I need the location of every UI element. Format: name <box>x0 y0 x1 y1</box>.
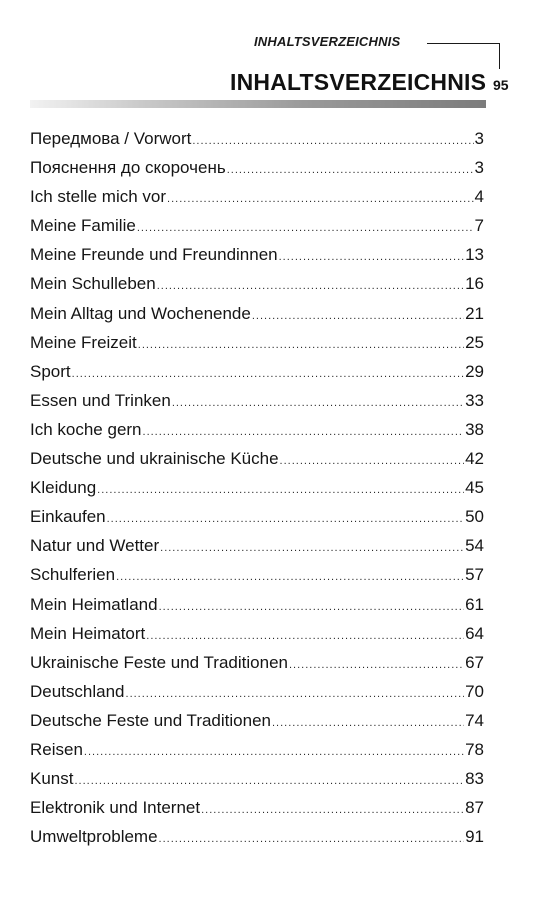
toc-dot-leader <box>84 738 464 767</box>
toc-entry <box>30 357 484 386</box>
toc-dot-leader <box>143 418 465 447</box>
toc-entry-page: 42 <box>465 449 484 469</box>
toc-entry <box>30 502 484 531</box>
toc-entry-page: 3 <box>474 129 484 148</box>
toc-entry-title: Meine Freunde und Freundinnen <box>30 245 278 265</box>
toc-dot-leader <box>280 447 465 476</box>
toc-entry-page: 54 <box>465 536 484 556</box>
running-header-rule-vertical <box>499 43 500 69</box>
toc-entry <box>30 328 484 357</box>
toc-entry <box>30 415 484 444</box>
toc-dot-leader <box>72 360 464 389</box>
toc-dot-leader <box>252 302 464 331</box>
toc-dot-leader <box>137 214 474 243</box>
toc-entry-page: 61 <box>465 594 484 614</box>
toc-entry <box>30 299 484 328</box>
toc-entry <box>30 182 484 211</box>
toc-entry <box>30 822 484 851</box>
toc-entry-title: Mein Schulleben <box>30 274 156 294</box>
toc-entry-title: Mein Heimatland <box>30 594 158 614</box>
toc-dot-leader <box>159 593 465 622</box>
running-header: INHALTSVERZEICHNIS <box>254 34 401 49</box>
toc-dot-leader <box>157 272 464 301</box>
toc-entry-title: Einkaufen <box>30 507 106 527</box>
toc-entry-title: Ukrainische Feste und Traditionen <box>30 652 288 672</box>
toc-entry-title: Elektronik und Internet <box>30 798 201 818</box>
page-number: 95 <box>493 77 509 93</box>
toc-entry-title: Mein Heimatort <box>30 623 146 643</box>
toc-entry <box>30 386 484 415</box>
toc-entry-title: Deutsche Feste und Traditionen <box>30 710 271 730</box>
toc-entry <box>30 531 484 560</box>
toc-entry <box>30 124 484 153</box>
toc-dot-leader <box>138 331 464 360</box>
toc-entry-title: Umweltprobleme <box>30 827 158 847</box>
toc-entry-title: Essen und Trinken <box>30 390 171 410</box>
toc-entry-page: 13 <box>465 245 484 265</box>
page-title: INHALTSVERZEICHNIS <box>230 69 487 95</box>
toc-dot-leader <box>116 563 464 592</box>
toc-entry <box>30 211 484 240</box>
toc-dot-leader <box>192 127 473 156</box>
toc-entry-page: 74 <box>465 710 484 730</box>
toc-entry-title: Natur und Wetter <box>30 536 160 556</box>
toc-entry-title: Ich stelle mich vor <box>30 187 167 207</box>
toc-dot-leader <box>126 680 465 709</box>
toc-entry-page: 3 <box>474 158 484 178</box>
toc-entry-title: Reisen <box>30 739 83 759</box>
toc-entry <box>30 560 484 589</box>
toc-entry <box>30 648 484 677</box>
toc-entry-title: Meine Familie <box>30 216 136 236</box>
toc-entry <box>30 706 484 735</box>
toc-entry-page: 38 <box>465 419 484 439</box>
title-underline-bar <box>30 100 486 108</box>
toc-entry <box>30 269 484 298</box>
toc-entry-page: 33 <box>465 390 484 410</box>
toc-entry <box>30 735 484 764</box>
running-header-rule <box>427 43 500 44</box>
toc-dot-leader <box>160 534 464 563</box>
toc-entry-title: Deutschland <box>30 681 125 701</box>
toc-entry-title: Kleidung <box>30 478 97 498</box>
toc-entry-page: 83 <box>465 769 484 789</box>
toc-entry-title: Mein Alltag und Wochenende <box>30 303 251 323</box>
toc-dot-leader <box>201 796 464 825</box>
toc-entry <box>30 764 484 793</box>
toc-entry <box>30 240 484 269</box>
toc-dot-leader <box>97 476 464 505</box>
toc-entry-page: 91 <box>465 827 484 847</box>
toc-entry <box>30 590 484 619</box>
toc-entry-page: 87 <box>465 798 484 818</box>
toc-entry-page: 45 <box>465 478 484 498</box>
toc-entry-title: Передмова / Vorwort <box>30 129 192 148</box>
toc-entry-page: 64 <box>465 623 484 643</box>
toc-dot-leader <box>227 156 474 185</box>
toc-entry-title: Schulferien <box>30 565 116 585</box>
toc-entry-page: 25 <box>465 332 484 352</box>
toc-entry-page: 4 <box>474 187 484 207</box>
toc-entry-page: 50 <box>465 507 484 527</box>
toc-entry-title: Kunst <box>30 769 74 789</box>
toc-dot-leader <box>146 622 464 651</box>
toc-entry <box>30 619 484 648</box>
toc-dot-leader <box>107 505 464 534</box>
toc-entry-page: 29 <box>465 361 484 381</box>
toc-entry-title: Пояснення до скорочень <box>30 158 226 178</box>
toc-entry-page: 7 <box>474 216 484 236</box>
toc-entry-title: Deutsche und ukrainische Küche <box>30 449 279 469</box>
toc-dot-leader <box>74 767 464 796</box>
toc-entry <box>30 793 484 822</box>
toc-entry-title: Ich koche gern <box>30 419 142 439</box>
toc-dot-leader <box>159 825 465 854</box>
toc-entry <box>30 473 484 502</box>
toc-entry-page: 16 <box>465 274 484 294</box>
toc-entry <box>30 153 484 182</box>
toc-dot-leader <box>172 389 464 418</box>
toc-entry-page: 78 <box>465 739 484 759</box>
toc-entry-page: 21 <box>465 303 484 323</box>
toc-dot-leader <box>167 185 473 214</box>
toc-dot-leader <box>289 651 464 680</box>
toc-entry-page: 67 <box>465 652 484 672</box>
table-of-contents <box>30 124 484 851</box>
toc-entry <box>30 677 484 706</box>
toc-entry-title: Meine Freizeit <box>30 332 137 352</box>
toc-dot-leader <box>272 709 464 738</box>
toc-entry-page: 57 <box>465 565 484 585</box>
toc-entry <box>30 444 484 473</box>
toc-entry-page: 70 <box>465 681 484 701</box>
toc-dot-leader <box>279 243 464 272</box>
toc-entry-title: Sport <box>30 361 71 381</box>
